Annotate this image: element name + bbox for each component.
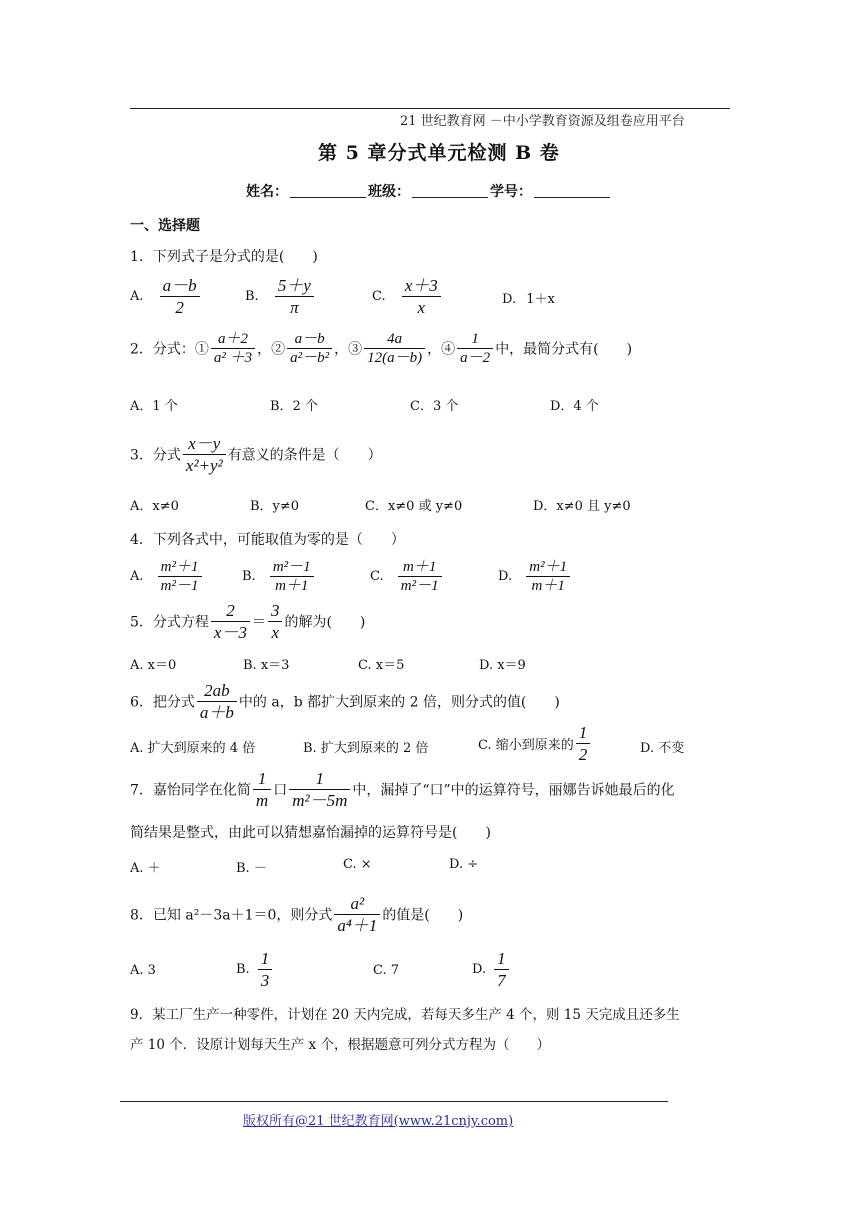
- id-label: 学号：: [490, 184, 532, 200]
- q4-option-a: A. $\frac{\text{m²＋1}}{\text{m²－1}}$: [130, 558, 204, 595]
- q4-option-c: C. $\frac{m+1}{\text{m²－1}}$: [370, 558, 444, 595]
- q8-stem: 8．已知 a²－3a＋1＝0，则分式 $\frac{\text{a²}}{\text{a⁴＋1}}$ 的值是( ): [130, 894, 464, 935]
- q1-stem: 1．下列式子是分式的是( ): [130, 249, 318, 265]
- q1-option-d: D. 1＋x: [502, 292, 555, 307]
- q7-option-d: D. ÷: [449, 857, 479, 872]
- class-label: 班级：: [368, 184, 410, 200]
- q2-option-c: C．3 个: [410, 399, 459, 414]
- q2-stem: 2．分式：① $\frac{a+2}{\text{a² ＋3}}$ ，② $\frac{a-b}{\text{a²－b²}}$ ，③ $\frac{4a}{12(a-b)}$ ，④ $\frac{1}{a-2}$ 中，最简分式有( ): [130, 331, 633, 366]
- q9-line1: 9．某工厂生产一种零件，计划在 20 天内完成，若每天多生产 4 个，则 15 天完成且还多生: [130, 1007, 680, 1023]
- q3-stem: 3．分式 $\frac{x-y}{\text{x²+y²}}$ 有意义的条件是（ ）: [130, 434, 382, 475]
- q8-option-b: B. $\frac{1}{3}$: [236, 948, 274, 991]
- name-label: 姓名：: [246, 184, 288, 200]
- q6-option-d: D. 不变: [640, 741, 685, 756]
- page-title: 第 5 章分式单元检测 B 卷: [318, 142, 560, 164]
- q6-stem: 6．把分式 $\frac{2ab}{a+b}$ 中的 a，b 都扩大到原来的 2 倍，则分式的值( ): [130, 681, 560, 722]
- q5-option-b: B. x＝3: [243, 658, 290, 673]
- student-info: [246, 181, 612, 201]
- q5-option-c: C. x＝5: [358, 658, 405, 673]
- q5-option-d: D. x＝9: [479, 658, 526, 673]
- q7-option-a: A. ＋: [130, 861, 161, 876]
- q6-option-a: A. 扩大到原来的 4 倍: [130, 741, 256, 756]
- q8-option-c: C. 7: [373, 963, 400, 978]
- q5-option-a: A. x＝0: [130, 658, 177, 673]
- q8-option-d: D. $\frac{1}{7}$: [472, 948, 511, 991]
- q7-line2: 简结果是整式，由此可以猜想嘉怡漏掉的运算符号是( ): [130, 825, 491, 841]
- q8-option-a: A. 3: [130, 963, 156, 978]
- q4-stem: 4．下列各式中，可能取值为零的是（ ）: [130, 532, 405, 548]
- q2-option-b: B．2 个: [270, 399, 318, 414]
- q2-option-a: A．1 个: [130, 399, 178, 414]
- q3-option-d: D．x≠0 且 y≠0: [533, 499, 631, 514]
- section-heading: 一、选择题: [130, 218, 200, 234]
- footer-copyright-link[interactable]: 版权所有@21 世纪教育网(www.21cnjy.com): [243, 1114, 514, 1129]
- q2-option-d: D．4 个: [550, 399, 599, 414]
- q1-option-b: B. $\frac{5+y}{\pi}$: [245, 275, 316, 318]
- q3-option-b: B．y≠0: [250, 499, 300, 514]
- q7-option-b: B. －: [236, 861, 267, 876]
- header-rule: [130, 108, 730, 109]
- q6-option-c: C. 缩小到原来的 $\frac{1}{2}$: [478, 722, 592, 765]
- q5-stem: 5．分式方程 $\frac{2}{x-3}$ ＝ $\frac{3}{x}$ 的解为( ): [130, 601, 366, 642]
- q1-option-a: A. $\frac{a-b}{2}$: [130, 275, 202, 318]
- q4-option-d: D. $\frac{\text{m²＋1}}{m+1}$: [498, 558, 572, 595]
- q3-option-c: C．x≠0 或 y≠0: [365, 499, 463, 514]
- q4-option-b: B. $\frac{\text{m²－1}}{m+1}$: [242, 558, 316, 595]
- q7-stem: 7．嘉怡同学在化简 $\frac{1}{m}$ 口 $\frac{1}{\text{m²－5m}}$ 中，漏掉了“口”中的运算符号，丽娜告诉她最后的化: [130, 769, 675, 810]
- id-field[interactable]: [534, 183, 610, 198]
- header-text: 21 世纪教育网 －中小学教育资源及组卷应用平台: [400, 114, 685, 129]
- q9-line2: 产 10 个．设原计划每天生产 x 个，根据题意可列分式方程为（ ）: [130, 1037, 550, 1053]
- q6-option-b: B. 扩大到原来的 2 倍: [303, 741, 429, 756]
- name-field[interactable]: [290, 183, 366, 198]
- footer-rule: [120, 1101, 668, 1102]
- q1-option-c: C. $\frac{x+3}{x}$: [372, 275, 443, 318]
- q3-option-a: A．x≠0: [130, 499, 179, 514]
- q7-option-c: C. ×: [343, 857, 372, 872]
- class-field[interactable]: [412, 183, 488, 198]
